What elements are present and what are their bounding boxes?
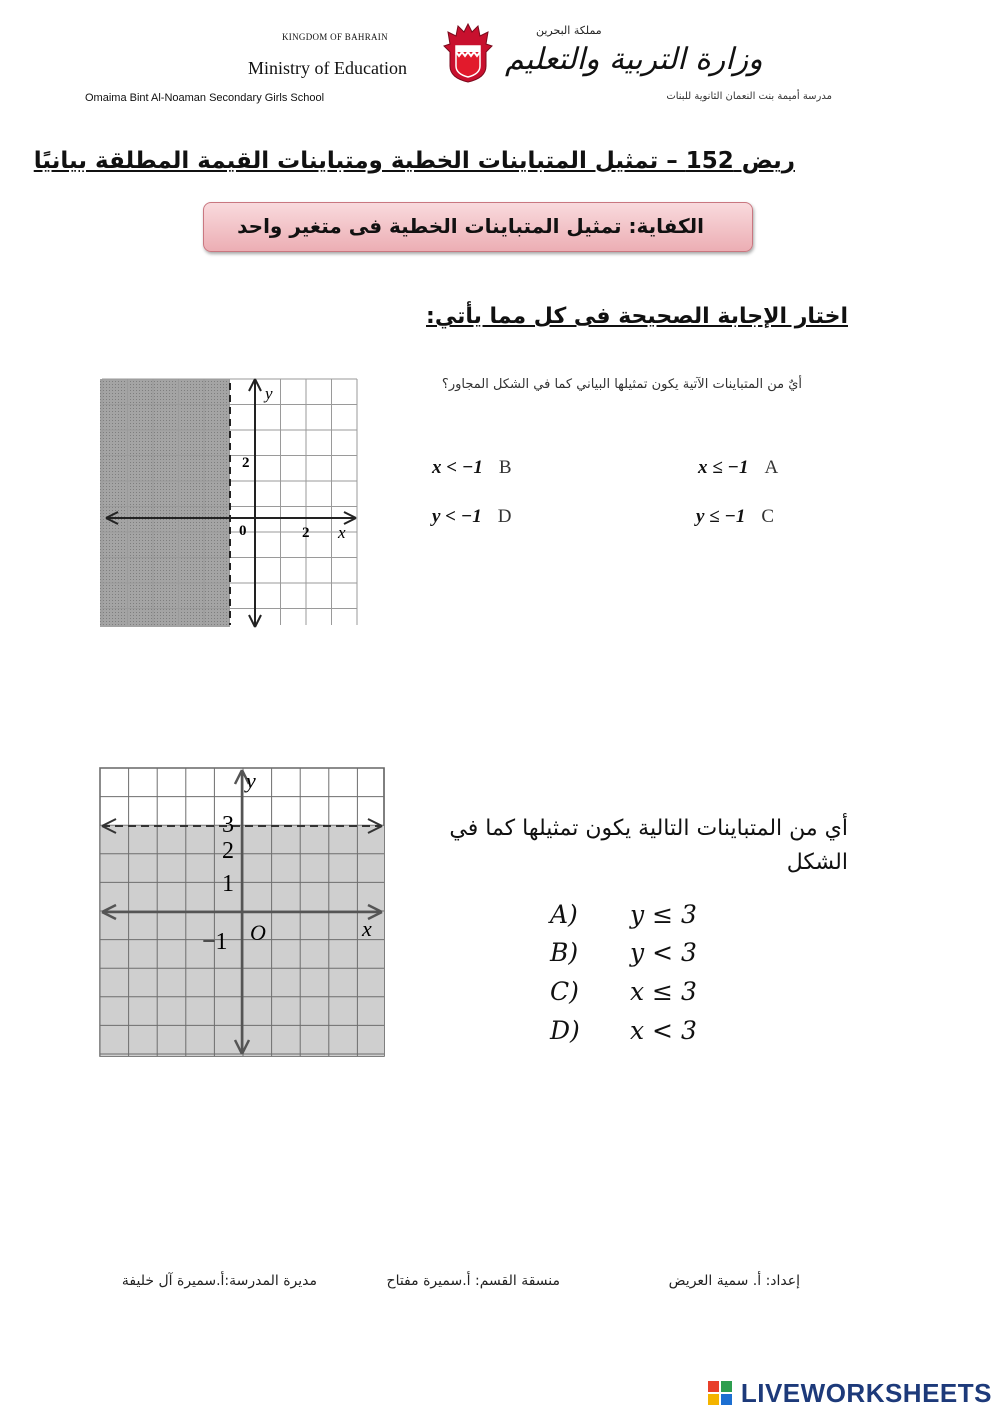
watermark: LIVEWORKSHEETS	[740, 1378, 992, 1408]
footer-principal: مديرة المدرسة:أ.سميرة آل خليفة	[121, 1273, 317, 1289]
footer-prepared-by: إعداد: أ. سمية العريض	[668, 1273, 800, 1289]
q1-option-c-expr: y ≤ −1	[696, 506, 746, 527]
q2-graph	[98, 766, 386, 1058]
q2-option-d-expr: x < 3	[630, 1016, 697, 1045]
bahrain-emblem-icon	[442, 22, 494, 84]
footer-coordinator: منسقة القسم: أ.سميرة مفتاح	[386, 1273, 560, 1289]
q1-tick-x2: 2	[302, 525, 310, 541]
q1-option-b-expr: x < −1	[432, 457, 483, 478]
q2-option-a-letter: A)	[550, 900, 578, 929]
q1-tick-y2: 2	[242, 455, 250, 471]
q2-origin: O	[250, 920, 266, 945]
q2-option-b[interactable]	[550, 938, 697, 967]
q2-option-d-letter: D)	[550, 1016, 580, 1045]
q2-option-c-expr: x ≤ 3	[630, 977, 697, 1006]
q1-x-label: x	[338, 523, 346, 542]
q2-tick-3: 3	[222, 812, 234, 838]
q1-shaded-region	[100, 379, 230, 627]
q1-option-d[interactable]	[432, 506, 512, 528]
q1-option-c-letter: C	[761, 506, 775, 527]
q2-question-text: أي من المتباينات التالية يكون تمثيلها كما في الشكل	[449, 816, 848, 875]
q1-graph	[100, 375, 362, 631]
q2-option-b-letter: B)	[550, 938, 579, 967]
q2-option-a-expr: y ≤ 3	[630, 900, 697, 929]
q2-y-label: y	[246, 768, 256, 793]
q2-tick-1: 1	[222, 871, 234, 897]
ministry-label-en: Ministry of Education	[248, 58, 407, 78]
q1-option-c[interactable]	[696, 506, 774, 528]
competency-text: الكفاية: تمثيل المتباينات الخطية فى متغير واحد	[237, 214, 704, 238]
q2-tick-m1: −1	[202, 929, 228, 955]
q1-origin: 0	[239, 523, 247, 539]
liveworksheets-logo-icon	[708, 1381, 732, 1405]
q1-option-b-letter: B	[498, 457, 512, 478]
q2-option-c-letter: C)	[550, 977, 579, 1006]
q1-y-label: y	[265, 384, 273, 403]
q2-x-label: x	[362, 916, 372, 941]
kingdom-label-en: KINGDOM OF BAHRAIN	[282, 32, 388, 42]
q2-option-b-expr: y < 3	[630, 938, 697, 967]
school-name-en: Omaima Bint Al-Noaman Secondary Girls School	[85, 92, 325, 104]
q2-tick-2: 2	[222, 838, 234, 864]
q1-option-d-letter: D	[497, 506, 512, 527]
q1-option-a[interactable]	[698, 457, 778, 479]
q1-option-d-expr: y < −1	[432, 506, 482, 527]
page-title: ريض 152 – تمثيل المتباينات الخطية ومتباينات القيمة المطلقة بيانيًا	[33, 148, 795, 174]
q1-option-b[interactable]	[432, 457, 512, 479]
instruction-text: اختار الإجابة الصحيحة فى كل مما يأتي:	[426, 304, 848, 329]
q2-option-a[interactable]	[550, 900, 697, 929]
q1-option-a-expr: x ≤ −1	[698, 457, 749, 478]
q2-option-d[interactable]	[550, 1016, 697, 1045]
kingdom-label-ar: مملكة البحرين	[536, 24, 602, 37]
q1-question-text: أيٌ من المتباينات الآتية يكون تمثيلها البياني كما في الشكل المجاور؟	[441, 377, 802, 392]
q1-option-a-letter: A	[764, 457, 779, 478]
school-name-ar: مدرسة أميمة بنت النعمان الثانوية للبنات	[666, 91, 832, 102]
q2-option-c[interactable]	[550, 977, 697, 1006]
ministry-label-ar: وزارة التربية والتعليم	[505, 42, 763, 77]
